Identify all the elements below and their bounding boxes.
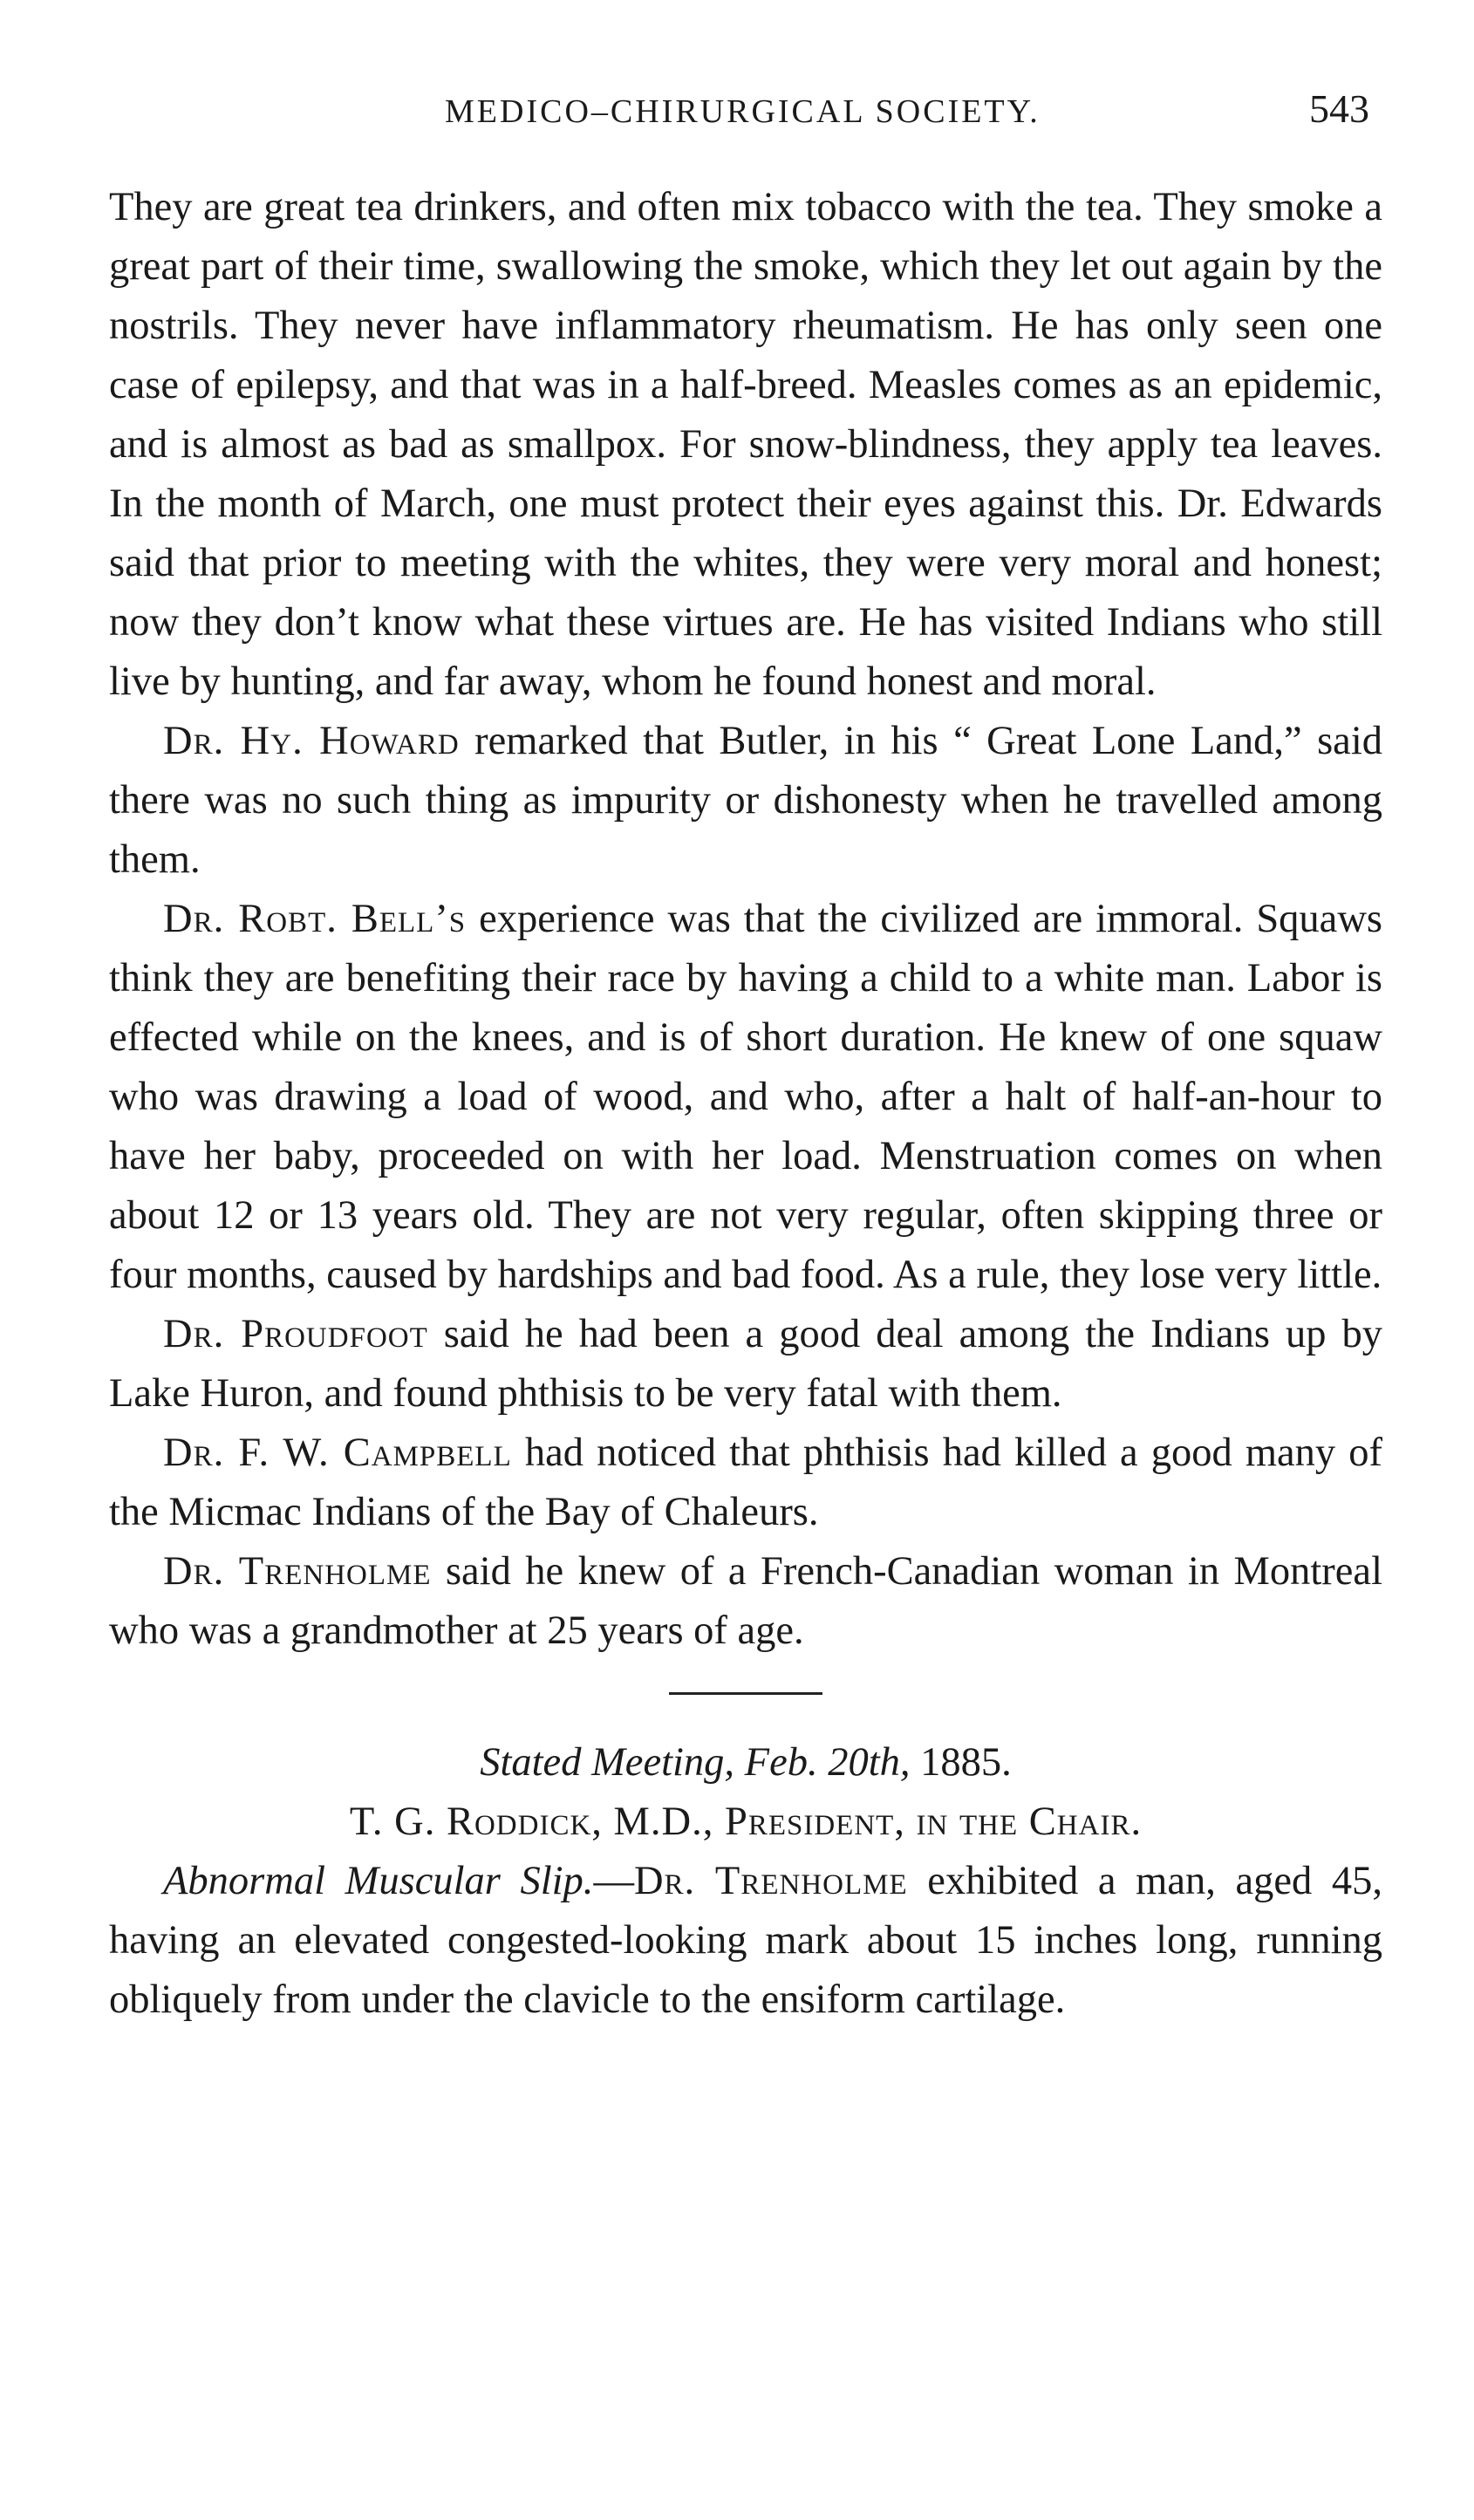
paragraph-proudfoot <box>109 1305 1382 1424</box>
speaker-name: Dr. F. W. Campbell <box>163 1431 512 1475</box>
paragraph-text: remarked that Butler, in his “ Great Lone Land,” said there was no such thing as impurity or dishonesty when he travelled among them. <box>109 719 1382 882</box>
paragraph-bell <box>109 890 1382 1305</box>
meeting-heading <box>109 1733 1382 1793</box>
speaker-name: Dr. Trenholme <box>163 1549 432 1594</box>
body-text <box>109 178 1382 2030</box>
running-title: MEDICO–CHIRURGICAL SOCIETY. <box>445 93 1041 130</box>
page-header <box>113 85 1387 138</box>
paragraph-continued: They are great tea drinkers, and often mix tobacco with the tea. They smoke a great part of their time, swallowing the smoke, which they let out again by the nostrils. They never have inflammatory rheumatism. He has only seen one case of epilepsy, and that was in a half-breed. Measles comes as an epidemic, and is almost as bad as smallpox. For snow-blindness, they apply tea leaves. In the month of March, one must protect their eyes against this. Dr. Edwards said that prior to meeting with the whites, they were very moral and honest; now they don’t know what these virtues are. He has visited Indians who still live by hunting, and far away, whom he found honest and moral. <box>109 185 1382 704</box>
paragraph-howard <box>109 712 1382 890</box>
paragraph-text: said he knew of a French-Canadian woman in Montreal who was a grandmother at 25 years of age. <box>109 1549 1382 1653</box>
paragraph-text: had noticed that phthisis had killed a good many of the Micmac Indians of the Bay of Chaleurs. <box>109 1431 1382 1534</box>
speaker-name: Dr. Hy. Howard <box>163 719 460 763</box>
speaker-name: Dr. Proudfoot <box>163 1312 428 1356</box>
title-dash: — <box>593 1859 634 1903</box>
chair-line: T. G. Roddick, M.D., President, in the Chair. <box>349 1800 1143 1844</box>
paragraph-text: said he had been a good deal among the Indians up by Lake Huron, and found phthisis to be very fatal with them. <box>109 1312 1382 1416</box>
paragraph-text: experience was that the civilized are immoral. Squaws think they are benefiting their race by having a child to a white man. Labor is effected while on the knees, and is of short duration. He knew of one squaw who was drawing a load of wood, and who, after a halt of half-an-hour to have her baby, proceeded on with her load. Menstruation comes on when about 12 or 13 years old. They are not very regular, often skipping three or four months, caused by hardships and bad food. As a rule, they lose very little. <box>109 897 1382 1297</box>
section-divider <box>669 1692 822 1695</box>
section-title: Abnormal Muscular Slip. <box>163 1859 594 1903</box>
paragraph-trenholme <box>109 1542 1382 1661</box>
page-number: 543 <box>1309 86 1369 131</box>
speaker-name: Dr. Trenholme <box>633 1859 908 1903</box>
paragraph-abnormal-slip <box>109 1852 1382 2030</box>
speaker-name: Dr. Robt. Bell’s <box>163 897 467 941</box>
paragraph-campbell <box>109 1424 1382 1542</box>
meeting-date: Stated Meeting, Feb. 20th, <box>480 1740 921 1785</box>
paragraph-text: exhibited a man, aged 45, having an elevated congested-looking mark about 15 inches long, running obliquely from under the clavicle to the ensiform cartilage. <box>109 1859 1382 2022</box>
meeting-year: 1885. <box>920 1740 1012 1785</box>
